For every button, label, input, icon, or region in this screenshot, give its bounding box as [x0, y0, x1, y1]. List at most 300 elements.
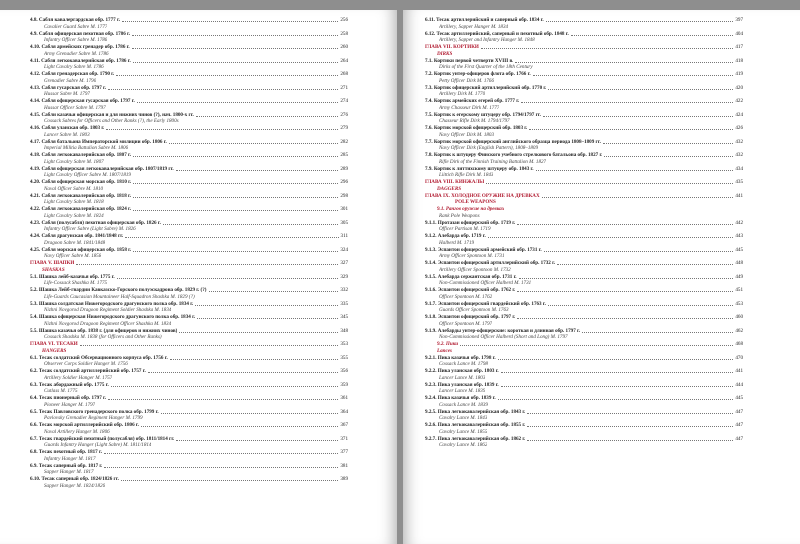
entry-title: Cossack Sabres for Officers and Other Ranks (?), the Early 1800s	[44, 118, 179, 125]
dot-leader	[169, 143, 339, 144]
entry-title: Infantry Officer Sabre M. 1786	[44, 37, 108, 44]
toc-entry-english	[30, 172, 348, 179]
toc-entry-english	[425, 78, 743, 85]
dot-leader	[104, 453, 338, 454]
toc-entry-english	[425, 375, 743, 382]
entry-title: Navy Officer Dirk M. 1803	[439, 131, 495, 138]
entry-title: 4.15. Сабли казачьи офицерская и для нижних чинов (?), нач. 1800-х гг.	[30, 111, 194, 118]
dot-leader	[546, 21, 734, 22]
toc-entry-english	[30, 226, 348, 233]
entry-title: Observer Corps Soldier Hanger M. 1756	[44, 361, 128, 368]
entry-title: Grenadier Sabre M. 1790	[44, 77, 97, 84]
toc-entry-english	[425, 415, 743, 422]
dot-leader	[196, 116, 339, 117]
dot-leader	[488, 237, 734, 238]
entry-title: Guards Infantry Hanger (Light Sabre) M. 1811/1814	[44, 442, 152, 449]
chapter-heading	[30, 341, 348, 348]
entry-title: DAGGERS	[437, 185, 462, 192]
toc-entry-english	[30, 37, 348, 44]
toc-entry	[30, 98, 348, 105]
toc-entry-english	[425, 402, 743, 409]
entry-title: Cavalry Lance M. 1843	[439, 415, 488, 422]
entry-title: ГЛАВА VII. КОРТИКИ	[425, 44, 479, 50]
entry-title: Rifle Dirk of the Finnish Training Battalion M. 1827	[439, 158, 547, 165]
page-number: 418	[735, 57, 743, 64]
page-number: 276	[340, 111, 348, 118]
entry-title: Officer Spontoon M. 1797	[439, 320, 493, 327]
toc-entry-english	[30, 469, 348, 476]
page-number: 356	[340, 368, 348, 374]
toc-entry-english	[30, 375, 348, 382]
toc-entry-english	[30, 240, 348, 247]
toc-entry-english	[425, 361, 743, 368]
toc-entry	[425, 17, 743, 24]
entry-title: Officer Partisan M. 1719	[439, 226, 491, 233]
dot-leader	[133, 251, 338, 252]
dot-leader	[501, 372, 734, 373]
toc-entry	[30, 166, 348, 173]
entry-title: ГЛАВА IX. ХОЛОДНОЕ ОРУЖИЕ НА ДРЕВКАХ	[425, 192, 540, 199]
page-number: 435	[735, 179, 743, 185]
entry-title: Navy Officer Dirk (English Pattern), 1808–1809	[439, 145, 539, 152]
entry-title: Army Chasseur Dirk M. 1777	[439, 104, 500, 111]
section-heading	[30, 267, 348, 274]
entry-title: 6.8. Тесак пехотный обр. 1817 г.	[30, 449, 103, 455]
toc-entry	[425, 260, 743, 267]
toc-entry	[30, 301, 348, 308]
toc-entry-english	[425, 172, 743, 179]
dot-leader	[543, 116, 733, 117]
page-number: 432	[735, 138, 743, 145]
toc-entry	[30, 220, 348, 227]
toc-entry	[425, 152, 743, 159]
dot-leader	[603, 143, 734, 144]
toc-entry-english	[30, 483, 348, 490]
page-number: 422	[735, 98, 743, 104]
entry-title: 6.5. Тесак Павловского гренадерского полка обр. 1799 г.	[30, 408, 159, 415]
toc-entry-english	[30, 429, 348, 436]
dot-leader	[521, 102, 733, 103]
chapter-heading	[425, 193, 743, 200]
entry-title: 7.2. Кортик унтер-офицеров флота обр. 1766 г.	[425, 71, 531, 77]
entry-title: HANGERS	[42, 347, 67, 354]
dot-leader	[125, 237, 338, 238]
entry-title: 6.12. Тесак артиллерийский, саперный и пехотный обр. 1848 г.	[425, 30, 569, 37]
entry-title: 9.2.5. Пика легкокавалерийская обр. 1843 г.	[425, 408, 526, 415]
entry-title: Officer Spontoon M. 1762	[439, 293, 493, 300]
dot-leader	[121, 480, 338, 481]
entry-title: ГЛАВА V. ШАПКИ	[30, 260, 75, 266]
toc-entry-english	[425, 334, 743, 341]
page-number: 324	[340, 246, 348, 253]
dot-leader	[527, 413, 733, 414]
entry-title: 5.5. Шашка казачья обр. 1838 г. (для офицеров и нижних чинов)	[30, 327, 178, 334]
dot-leader	[536, 170, 734, 171]
dot-leader	[122, 21, 338, 22]
entry-title: 6.6. Тесак морской артиллерийский обр. 1806 г.	[30, 422, 139, 428]
entry-title: 4.12. Сабля гренадерская обр. 1790 г.	[30, 71, 115, 77]
dot-leader	[133, 210, 338, 211]
entry-title: 9.2.4. Пика казачья обр. 1839 г.	[425, 395, 496, 401]
toc-entry-english	[425, 388, 743, 395]
entry-title: 7.8. Кортик к штуцеру Финского учебного стрелкового батальона обр. 1827 г.	[425, 152, 603, 158]
entry-title: Cossack Lance M. 1798	[439, 361, 488, 368]
dot-leader	[176, 170, 339, 171]
toc-entry	[425, 368, 743, 375]
toc-entry	[425, 98, 743, 105]
page-number: 348	[340, 327, 348, 334]
entry-title: 7.4. Кортик армейских егерей обр. 1777 г.	[425, 98, 520, 104]
dot-leader	[132, 48, 339, 49]
toc-entry	[425, 112, 743, 119]
page-number: 305	[340, 219, 348, 226]
page-number: 397	[735, 17, 743, 23]
toc-entry-english	[425, 91, 743, 98]
dot-leader	[209, 291, 339, 292]
entry-title: Light Cavalry Sabre M. 1818	[44, 199, 104, 206]
page-number: 268	[340, 71, 348, 77]
entry-title: 9.2.3. Пика уланская обр. 1839 г.	[425, 381, 499, 388]
toc-entry-english	[30, 64, 348, 71]
toc-entry-english	[425, 24, 743, 31]
entry-title: 4.23. Сабля (полусабля) пехотная офицерская обр. 1826 г.	[30, 219, 161, 226]
toc-entry	[425, 355, 743, 362]
dot-leader	[148, 372, 339, 373]
page-number: 453	[735, 300, 743, 307]
dot-leader	[117, 278, 339, 279]
toc-entry-english	[425, 321, 743, 328]
entry-title: 5.4. Шашка офицерская Нижегородского драгунского полка обр. 1834 г.	[30, 314, 196, 320]
toc-entry	[30, 233, 348, 240]
toc-left	[30, 17, 348, 490]
entry-title: Light Cavalry Sabre M. 1824	[44, 212, 104, 219]
entry-title: 4.16. Сабля уланская обр. 1803 г.	[30, 125, 105, 131]
entry-title: 6.2. Тесак солдатский артиллерийский обр. 1757 г.	[30, 368, 146, 374]
page-number: 441	[735, 192, 743, 199]
page-number: 444	[735, 381, 743, 388]
toc-entry-english	[30, 91, 348, 98]
page-number: 442	[735, 219, 743, 226]
entry-title: Nizhni Novgorod Dragoon Regiment Officer Shashka M. 1834	[44, 320, 172, 327]
dot-leader	[542, 197, 734, 198]
toc-entry	[30, 409, 348, 416]
page-number: 258	[340, 30, 348, 37]
entry-title: 5.2. Шашка Лейб-гвардии Кавказско-Горского полуэскадрона обр. 1829 г. (?)	[30, 287, 207, 293]
page-number: 260	[340, 44, 348, 50]
toc-entry-english	[425, 105, 743, 112]
toc-entry	[30, 476, 348, 483]
toc-entry	[30, 71, 348, 78]
entry-title: 4.25. Сабля морская офицерская обр. 1858 г.	[30, 246, 132, 253]
section-heading	[425, 51, 743, 58]
page-number: 329	[340, 273, 348, 280]
dot-leader	[111, 386, 339, 387]
toc-entry-english	[30, 186, 348, 193]
toc-entry-english	[30, 199, 348, 206]
page-number: 282	[340, 138, 348, 145]
page-number: 419	[735, 71, 743, 77]
dot-leader	[517, 318, 733, 319]
toc-entry	[425, 247, 743, 254]
dot-leader	[527, 440, 733, 441]
toc-entry	[425, 409, 743, 416]
page-number: 441	[735, 368, 743, 374]
toc-entry	[425, 314, 743, 321]
entry-title: 9.2.7. Пика легкокавалерийская обр. 1862 г.	[425, 435, 526, 442]
toc-entry-english	[425, 253, 743, 260]
toc-entry	[425, 436, 743, 443]
page-number: 371	[340, 435, 348, 442]
toc-entry-english	[30, 415, 348, 422]
toc-entry	[425, 328, 743, 335]
entry-title: 9.2.2. Пика уланская обр. 1803 г.	[425, 368, 499, 374]
toc-entry-english	[30, 105, 348, 112]
dot-leader	[197, 318, 338, 319]
entry-title: 4.18. Сабля легкокавалерийская обр. 1807 г.	[30, 152, 132, 158]
page-number: 355	[340, 354, 348, 361]
toc-entry-english	[30, 51, 348, 58]
toc-entry	[425, 166, 743, 173]
entry-title: 9.1.3. Эспантон офицерский армейский обр. 1731 г.	[425, 246, 542, 253]
entry-title: Army Grenadier Sabre M. 1786	[44, 50, 109, 57]
dot-leader	[517, 224, 733, 225]
dot-leader	[141, 426, 338, 427]
entry-title: 9.1.4. Эспантон офицерский артиллерийский обр. 1732 г.	[425, 260, 556, 266]
entry-title: 4.14. Сабля офицерская гусарская обр. 1797 г.	[30, 98, 135, 104]
page-number: 359	[340, 381, 348, 388]
entry-title: Non-Commissioned Officer Halberd M. 1731	[439, 280, 532, 287]
entry-title: 6.7. Тесак гвардейский пехотный (полусабля) обр. 1811/1814 гг.	[30, 435, 175, 442]
toc-entry	[30, 206, 348, 213]
entry-title: DIRKS	[437, 50, 453, 57]
entry-title: Imperial Militia Battalion Sabre M. 1806	[44, 145, 129, 152]
page-number: 361	[340, 395, 348, 401]
page-number: 285	[340, 152, 348, 158]
chapter-heading	[425, 179, 743, 186]
dot-leader	[106, 129, 338, 130]
page-number: 448	[735, 260, 743, 266]
toc-entry	[30, 17, 348, 24]
entry-title: SHASKAS	[42, 266, 65, 273]
toc-entry	[425, 125, 743, 132]
dot-leader	[176, 440, 338, 441]
entry-title: 4.9. Сабля офицерская пехотная обр. 1786 г.	[30, 30, 131, 37]
entry-title: Infantry Hanger M. 1817	[44, 455, 96, 462]
page-number: 327	[340, 260, 348, 266]
entry-title: Cossack Shashka M. 1838 (for Officers and Other Ranks)	[44, 334, 162, 341]
toc-entry	[425, 139, 743, 146]
entry-title: 7.3. Кортик офицерский артиллерийский обр. 1770 г.	[425, 84, 547, 91]
entry-title: Naval Artillery Hanger M. 1806	[44, 428, 110, 435]
toc-entry	[30, 247, 348, 254]
toc-entry-english	[30, 321, 348, 328]
page-number: 311	[340, 233, 348, 239]
chapter-heading	[30, 260, 348, 267]
toc-entry	[30, 31, 348, 38]
entry-title: Artillery Soldier Hanger M. 1757	[44, 374, 113, 381]
page-number: 381	[340, 462, 348, 469]
entry-title: 6.4. Тесак пионерный обр. 1797 г.	[30, 395, 107, 401]
dot-leader	[604, 156, 733, 157]
dot-leader	[571, 35, 734, 36]
toc-entry	[30, 395, 348, 402]
entry-title: 4.19. Сабля офицерская легкокавалерийская обр. 1807/1819 гг.	[30, 165, 174, 172]
entry-title: 9.2.6. Пика легкокавалерийская обр. 1855 г.	[425, 422, 526, 428]
dot-leader	[161, 413, 339, 414]
entry-title: Lances	[437, 347, 452, 354]
entry-title: 4.17. Сабля батальона Императорской милиции обр. 1806 г.	[30, 138, 167, 145]
entry-title: Non-Commissioned Officer Halberd (Short and Long) M. 1797	[439, 334, 568, 341]
toc-entry	[30, 382, 348, 389]
page-number: 353	[340, 341, 348, 347]
page-number: 460	[735, 314, 743, 320]
toc-entry	[30, 328, 348, 335]
toc-entry-english	[425, 159, 743, 166]
toc-entry	[30, 422, 348, 429]
entry-title: Sapper Hanger M. 1824/1826	[44, 482, 106, 489]
chapter-heading	[425, 44, 743, 51]
entry-title: 4.22. Сабля легкокавалерийская обр. 1824 г.	[30, 206, 132, 212]
section-heading	[425, 186, 743, 193]
toc-entry-english	[425, 429, 743, 436]
entry-title: 9.1.8. Эспантон офицерский обр. 1797 г.	[425, 314, 516, 320]
entry-title: 5.3. Шашка солдатская Нижегородского драгунского полка обр. 1834 г.	[30, 300, 194, 307]
page-number: 447	[735, 435, 743, 442]
page-number: 443	[735, 233, 743, 239]
page-number: 445	[735, 246, 743, 253]
entry-title: POLE WEAPONS	[455, 199, 496, 206]
page-number: 335	[340, 300, 348, 307]
entry-title: Artillery Officer Spontoon M. 1732	[439, 266, 511, 273]
entry-title: Pioneer Hanger M. 1797	[44, 401, 96, 408]
page-number: 296	[340, 179, 348, 185]
page-number: 264	[340, 57, 348, 64]
toc-entry	[425, 31, 743, 38]
toc-right	[425, 17, 743, 449]
entry-title: Hussar Officer Sabre M. 1797	[44, 104, 106, 111]
dot-leader	[533, 75, 734, 76]
toc-entry-english	[30, 280, 348, 287]
entry-title: Cutlass M. 1775	[44, 388, 78, 395]
toc-entry	[425, 220, 743, 227]
toc-entry-english	[30, 334, 348, 341]
toc-entry-english	[425, 118, 743, 125]
toc-entry	[30, 368, 348, 375]
toc-entry	[425, 58, 743, 65]
entry-title: Liittich Rifle Dirk M. 1843	[439, 172, 494, 179]
entry-title: Guards Officer Spontoon M. 1763	[439, 307, 509, 314]
toc-entry	[425, 85, 743, 92]
entry-title: 9.1.2. Алебарда обр. 1719 г.	[425, 233, 486, 239]
toc-entry	[30, 274, 348, 281]
toc-entry	[30, 314, 348, 321]
dot-leader	[163, 224, 339, 225]
dot-leader	[76, 264, 338, 265]
entry-title: Artillery Dirk M. 1770	[439, 91, 486, 98]
toc-entry-english	[425, 37, 743, 44]
entry-title: Light Cavalry Officer Sabre M. 1807/1819	[44, 172, 131, 179]
chapter-heading	[425, 199, 743, 206]
page-number: 279	[340, 125, 348, 131]
toc-entry	[30, 193, 348, 200]
entry-title: 7.1. Кортики первой четверти XVIII в.	[425, 57, 514, 64]
dot-leader	[116, 75, 338, 76]
toc-entry	[425, 71, 743, 78]
dot-leader	[529, 129, 733, 130]
toc-entry-english	[30, 145, 348, 152]
toc-entry	[30, 85, 348, 92]
toc-entry	[30, 179, 348, 186]
dot-leader	[501, 386, 734, 387]
dot-leader	[108, 89, 338, 90]
entry-title: Sapper Hanger M. 1817	[44, 469, 94, 476]
entry-title: 9.1.6. Эспантон офицерский обр. 1762 г.	[425, 287, 516, 293]
toc-entry	[425, 233, 743, 240]
page-number: 447	[735, 408, 743, 415]
entry-title: 9.2. Пики	[437, 341, 459, 347]
dot-leader	[582, 332, 733, 333]
entry-title: 7.7. Кортик морской офицерский английского образца периода 1808–1809 гг.	[425, 138, 601, 145]
toc-entry-english	[30, 307, 348, 314]
entry-title: Dirks of the First Quarter of the 18th Century	[439, 64, 533, 71]
left-page	[0, 10, 397, 544]
entry-title: 5.1. Шашка лейб-казачья обр. 1775 г.	[30, 273, 115, 280]
entry-title: 7.6. Кортик морской офицерский обр. 1803 г.	[425, 125, 528, 131]
toc-entry	[30, 355, 348, 362]
entry-title: Petty Officer Dirk M. 1766	[439, 77, 495, 84]
dot-leader	[170, 359, 339, 360]
toc-entry	[30, 112, 348, 119]
entry-title: 7.9. Кортик к литтихскому штуцеру обр. 1843 г.	[425, 165, 534, 172]
entry-title: Dragoon Sabre M. 1841/1848	[44, 239, 106, 246]
entry-title: ГЛАВА VIII. КИНЖАЛЫ	[425, 179, 485, 185]
page-number: 364	[340, 408, 348, 415]
page-number: 271	[340, 84, 348, 91]
toc-entry-english	[425, 294, 743, 301]
entry-title: 6.11. Тесак артиллерийский и саперный обр. 1834 г.	[425, 17, 544, 23]
entry-title: Army Officer Spontoon M. 1731	[439, 253, 505, 260]
page-number: 345	[340, 314, 348, 320]
entry-title: ГЛАВА VI. ТЕСАКИ	[30, 341, 78, 347]
page-number: 377	[340, 449, 348, 455]
toc-entry	[425, 422, 743, 429]
toc-entry-english	[30, 388, 348, 395]
entry-title: 9.1. Рангов оружие на древках	[437, 206, 505, 212]
toc-entry-english	[425, 64, 743, 71]
entry-title: 6.10. Тесак саперный обр. 1824/1826 гг.	[30, 476, 119, 482]
toc-entry-english	[425, 213, 743, 220]
dot-leader	[557, 264, 733, 265]
page-number: 447	[735, 422, 743, 428]
toc-entry-english	[425, 226, 743, 233]
toc-entry	[425, 301, 743, 308]
dot-leader	[133, 197, 338, 198]
toc-entry-english	[30, 442, 348, 449]
page-number: 256	[340, 17, 348, 23]
page-number: 274	[340, 98, 348, 104]
toc-entry	[30, 287, 348, 294]
toc-entry-english	[30, 402, 348, 409]
entry-title: 7.5. Кортик к егерскому штуцеру обр. 1794/1797 гг.	[425, 111, 541, 118]
dot-leader	[486, 183, 733, 184]
entry-title: 4.11. Сабля легкокавалерийская обр. 1786 г.	[30, 57, 131, 64]
dot-leader	[498, 399, 734, 400]
entry-title: Life-Guards Caucasian Mountaineer Half-Squadron Shashka M. 1829 (?)	[44, 293, 195, 300]
entry-title: Lancer Sabre M. 1803	[44, 131, 90, 138]
dot-leader	[527, 426, 733, 427]
entry-title: Nizhni Novgorod Dragoon Regiment Soldier Shashka M. 1834	[44, 307, 172, 314]
entry-title: 9.1.7. Эспантон офицерский гвардейский обр. 1763 г.	[425, 300, 546, 307]
